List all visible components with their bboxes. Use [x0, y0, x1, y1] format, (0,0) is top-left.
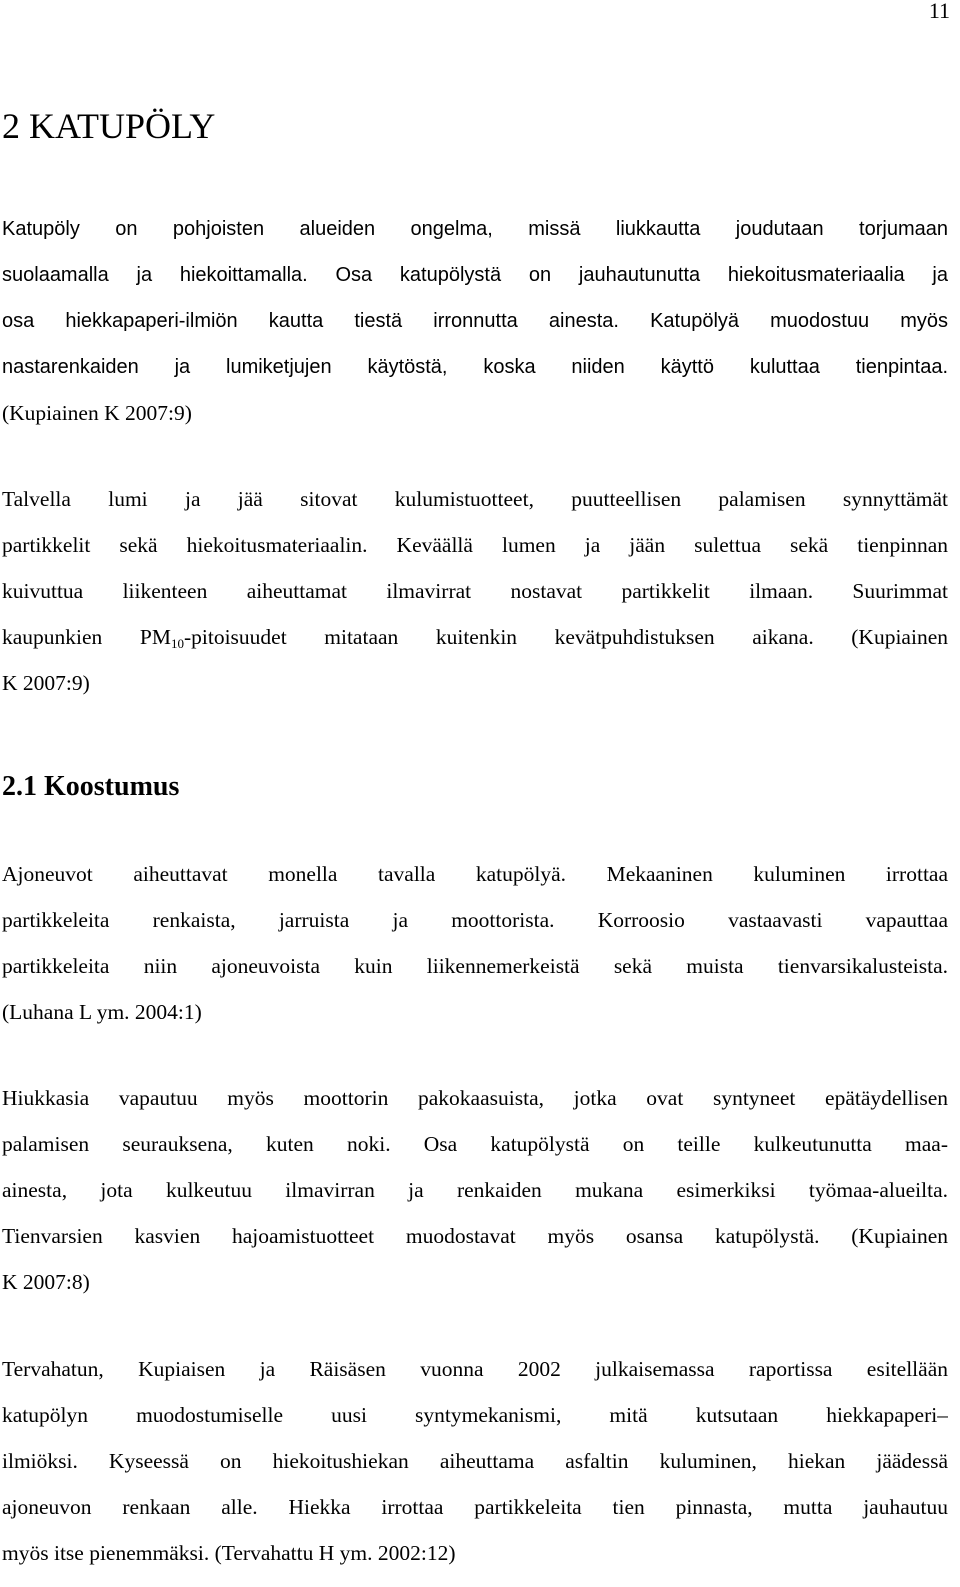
text-line: palamisen seurauksena, kuten noki. Osa katupölystä on teille kulkeutunutta maa- [2, 1132, 948, 1156]
page-number: 11 [928, 0, 950, 23]
subscript: 10 [170, 636, 184, 651]
text-line: Tienvarsien kasvien hajoamistuotteet muodostavat myös osansa katupölystä. (Kupiainen [2, 1224, 948, 1248]
paragraph-3 [2, 851, 948, 1035]
paragraph-5 [2, 1346, 948, 1576]
text-line: partikkeleita renkaista, jarruista ja moottorista. Korroosio vastaavasti vapauttaa [2, 908, 948, 932]
text-line: ajoneuvon renkaan alle. Hiekka irrottaa partikkeleita tien pinnasta, mutta jauhautuu [2, 1495, 948, 1519]
text-line: K 2007:9) [2, 671, 90, 695]
text-fragment: -pitoisuudet mitataan kuitenkin kevätpuhdistuksen aikana. (Kupiainen [183, 625, 948, 649]
paragraph-2 [2, 476, 948, 706]
text-line: suolaamalla ja hiekoittamalla. Osa katupölystä on jauhautunutta hiekoitusmateriaalia ja [2, 264, 948, 286]
text-line: (Kupiainen K 2007:9) [2, 401, 192, 425]
text-line: (Luhana L ym. 2004:1) [2, 1000, 202, 1024]
paragraph-4 [2, 1075, 948, 1305]
paragraph-1 [2, 206, 948, 436]
chapter-heading: 2 KATUPÖLY [2, 106, 216, 146]
text-line: partikkeleita niin ajoneuvoista kuin liikennemerkeistä sekä muista tienvarsikalusteista. [2, 954, 948, 978]
text-line: ainesta, jota kulkeutuu ilmavirran ja renkaiden mukana esimerkiksi työmaa-alueilta. [2, 1178, 948, 1202]
section-heading: 2.1 Koostumus [2, 771, 180, 802]
text-line: K 2007:8) [2, 1270, 90, 1294]
text-line: osa hiekkapaperi-ilmiön kautta tiestä irronnutta ainesta. Katupölyä muodostuu myös [2, 310, 948, 332]
text-line: katupölyn muodostumiselle uusi syntymekanismi, mitä kutsutaan hiekkapaperi– [2, 1403, 948, 1427]
text-line [2, 614, 948, 660]
text-line: nastarenkaiden ja lumiketjujen käytöstä, koska niiden käyttö kuluttaa tienpintaa. [2, 356, 948, 378]
text-line: Ajoneuvot aiheuttavat monella tavalla katupölyä. Mekaaninen kuluminen irrottaa [2, 862, 948, 886]
text-line: Talvella lumi ja jää sitovat kulumistuotteet, puutteellisen palamisen synnyttämät [2, 487, 948, 511]
text-line: partikkelit sekä hiekoitusmateriaalin. Keväällä lumen ja jään sulettua sekä tienpinnan [2, 533, 948, 557]
text-fragment: kaupunkien PM [2, 625, 171, 649]
text-line: Hiukkasia vapautuu myös moottorin pakokaasuista, jotka ovat syntyneet epätäydellisen [2, 1086, 948, 1110]
text-line: kuivuttua liikenteen aiheuttamat ilmavirrat nostavat partikkelit ilmaan. Suurimmat [2, 579, 948, 603]
text-line: Katupöly on pohjoisten alueiden ongelma, missä liukkautta joudutaan torjumaan [2, 218, 948, 240]
text-line: Tervahatun, Kupiaisen ja Räisäsen vuonna 2002 julkaisemassa raportissa esitellään [2, 1357, 948, 1381]
text-line: myös itse pienemmäksi. (Tervahattu H ym. 2002:12) [2, 1541, 456, 1565]
text-line: ilmiöksi. Kyseessä on hiekoitushiekan aiheuttama asfaltin kuluminen, hiekan jäädessä [2, 1449, 948, 1473]
